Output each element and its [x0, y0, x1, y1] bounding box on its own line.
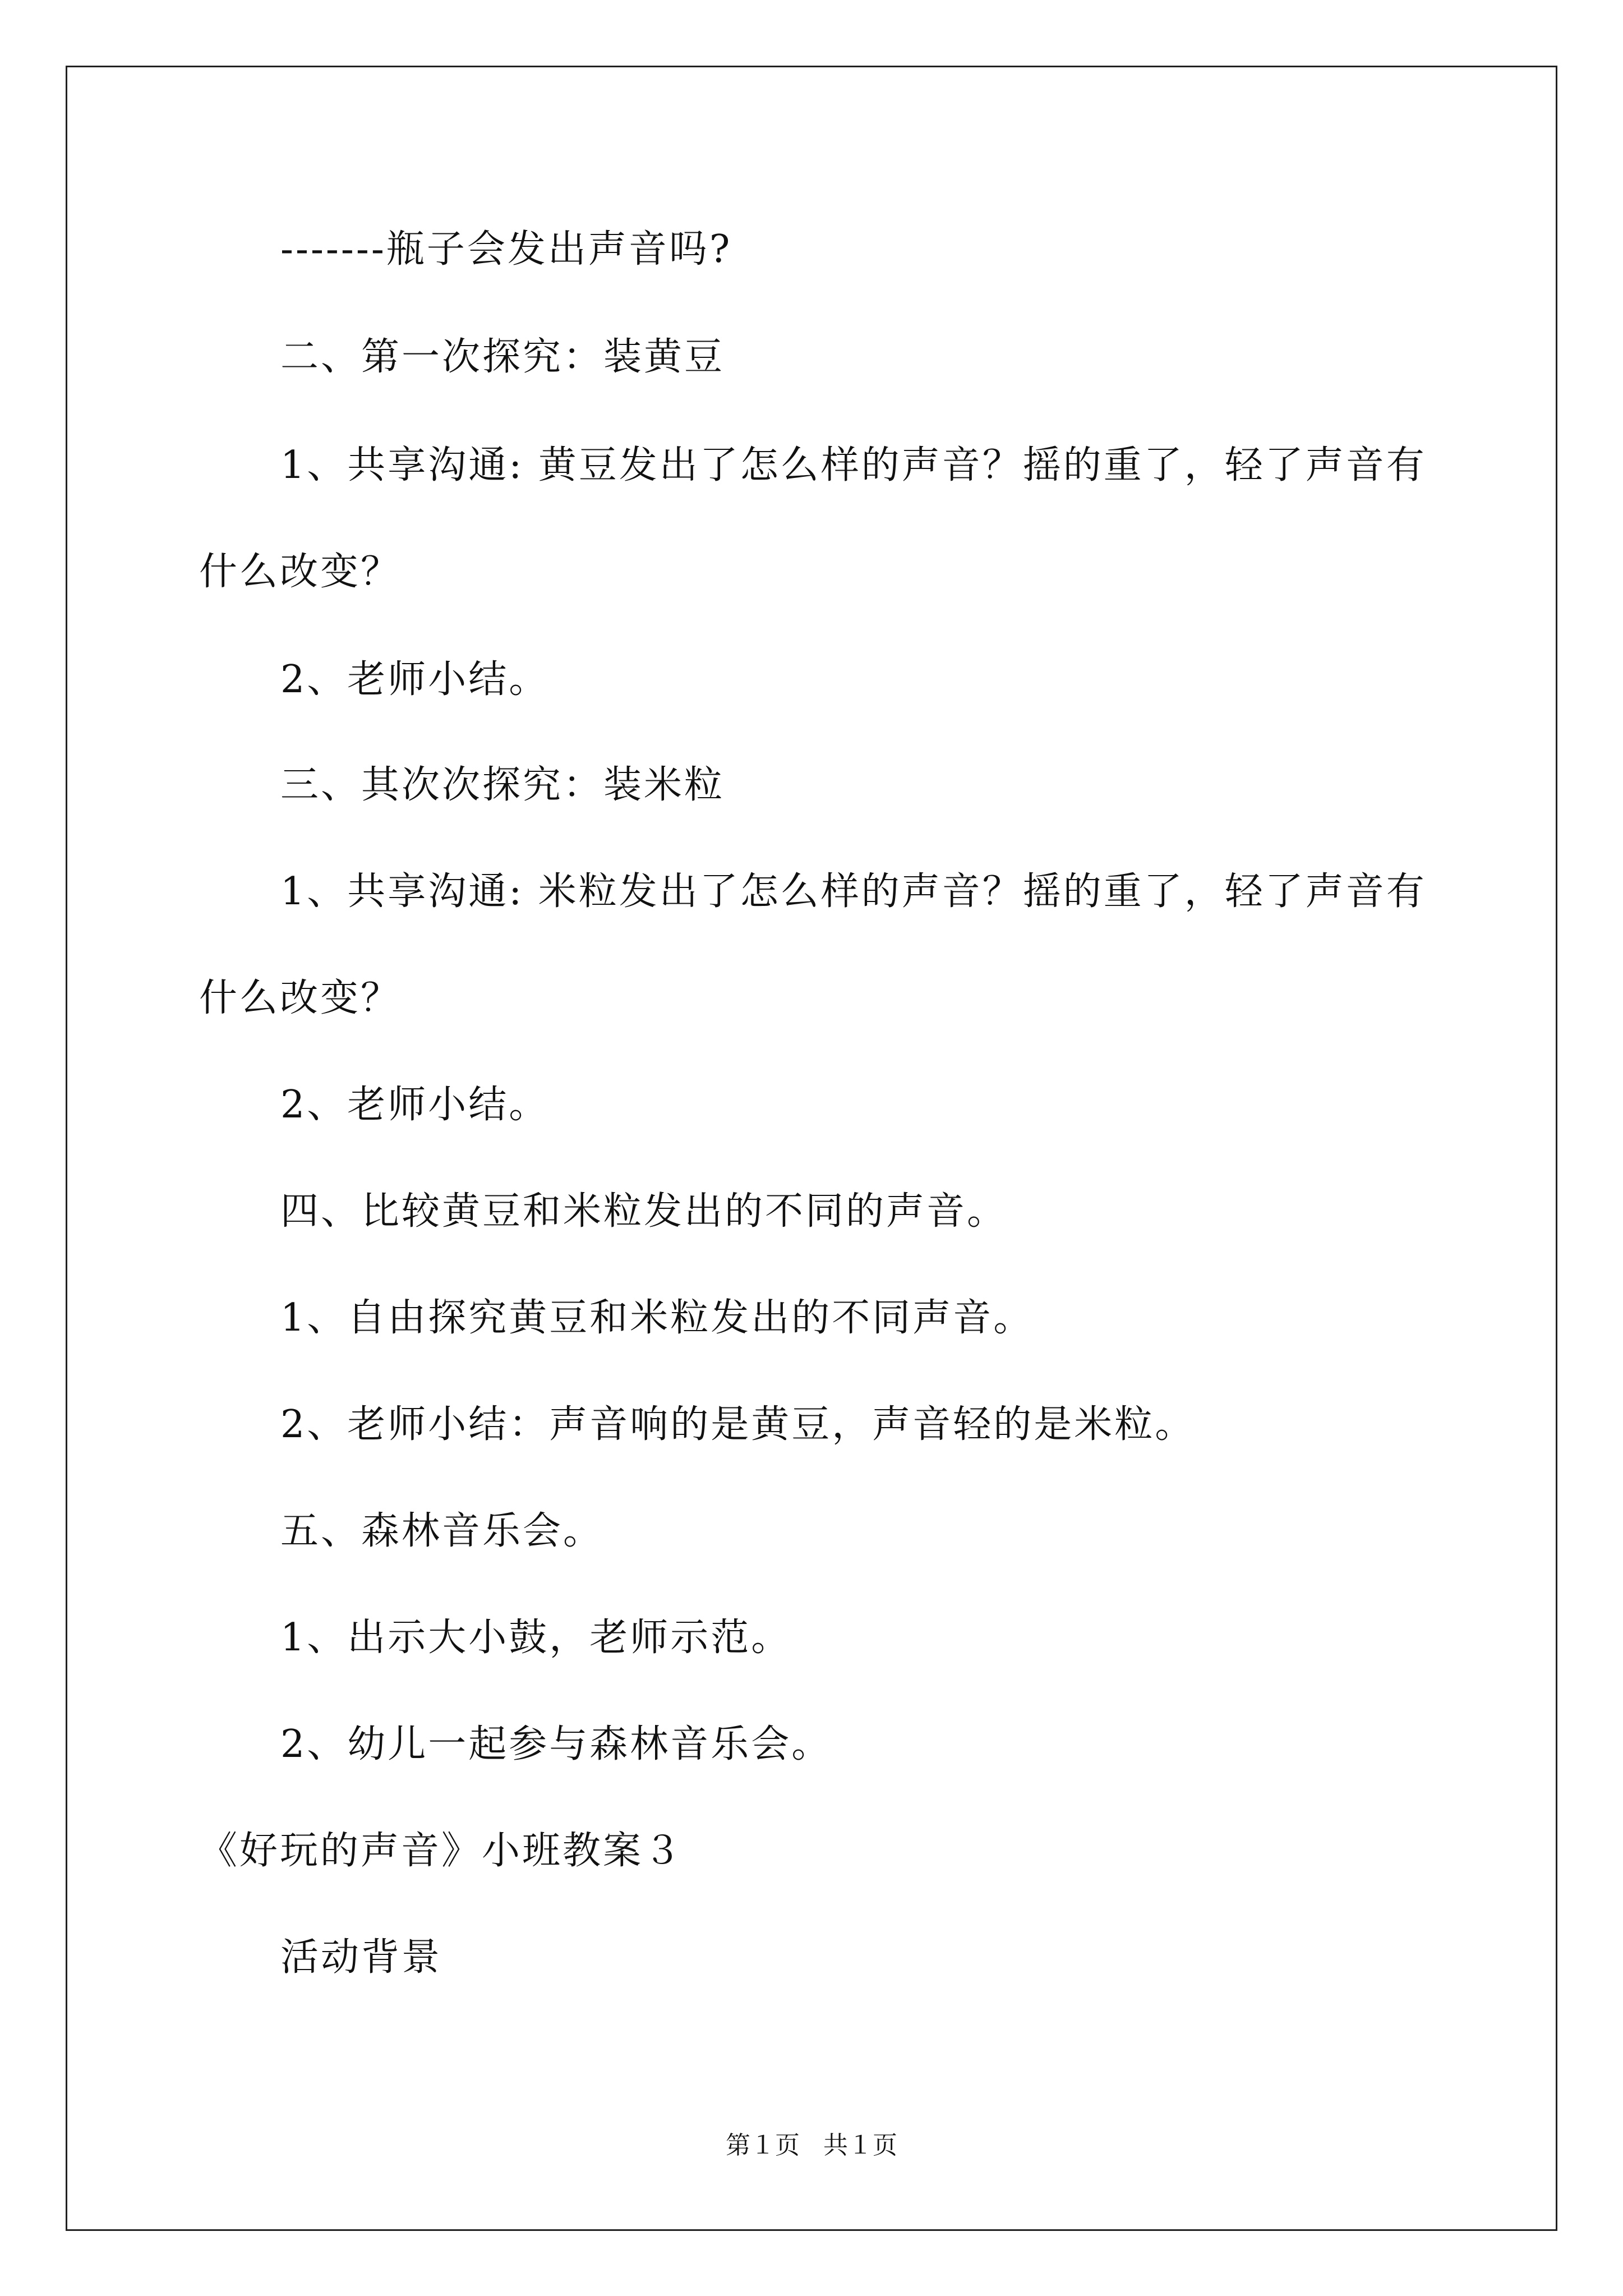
section-heading-2: 二、第一次探究：装黄豆 — [280, 335, 725, 379]
text-line-14: 1、出示大小鼓，老师示范。 — [280, 1616, 792, 1660]
text-line-1: -------瓶子会发出声音吗? — [280, 227, 732, 272]
text-line-12: 2、老师小结：声音响的是黄豆，声音轻的是米粒。 — [280, 1402, 1196, 1447]
subsection-heading: 活动背景 — [280, 1935, 442, 1980]
text-line-9: 2、老师小结。 — [280, 1083, 550, 1127]
text-line-15: 2、幼儿一起参与森林音乐会。 — [280, 1722, 832, 1766]
page-number-footer: 第１页 共１页 — [726, 2131, 897, 2160]
section-heading-4: 四、比较黄豆和米粒发出的不同的声音。 — [280, 1189, 1008, 1234]
text-line-11: 1、自由探究黄豆和米粒发出的不同声音。 — [280, 1296, 1034, 1340]
section-heading-3: 三、其次次探究：装米粒 — [280, 763, 725, 807]
page-border — [66, 66, 1557, 2231]
text-line-7: 1、共享沟通: 米粒发出了怎么样的声音？摇的重了，轻了声音有 — [280, 869, 1427, 914]
text-line-5: 2、老师小结。 — [280, 657, 550, 702]
text-line-3: 1、共享沟通: 黄豆发出了怎么样的声音？摇的重了，轻了声音有 — [280, 443, 1427, 487]
section-heading-5: 五、森林音乐会。 — [280, 1509, 604, 1553]
text-line-8: 什么改变？ — [199, 976, 402, 1020]
document-title: 《好玩的声音》小班教案３ — [199, 1829, 684, 1873]
text-line-4: 什么改变？ — [199, 550, 402, 594]
